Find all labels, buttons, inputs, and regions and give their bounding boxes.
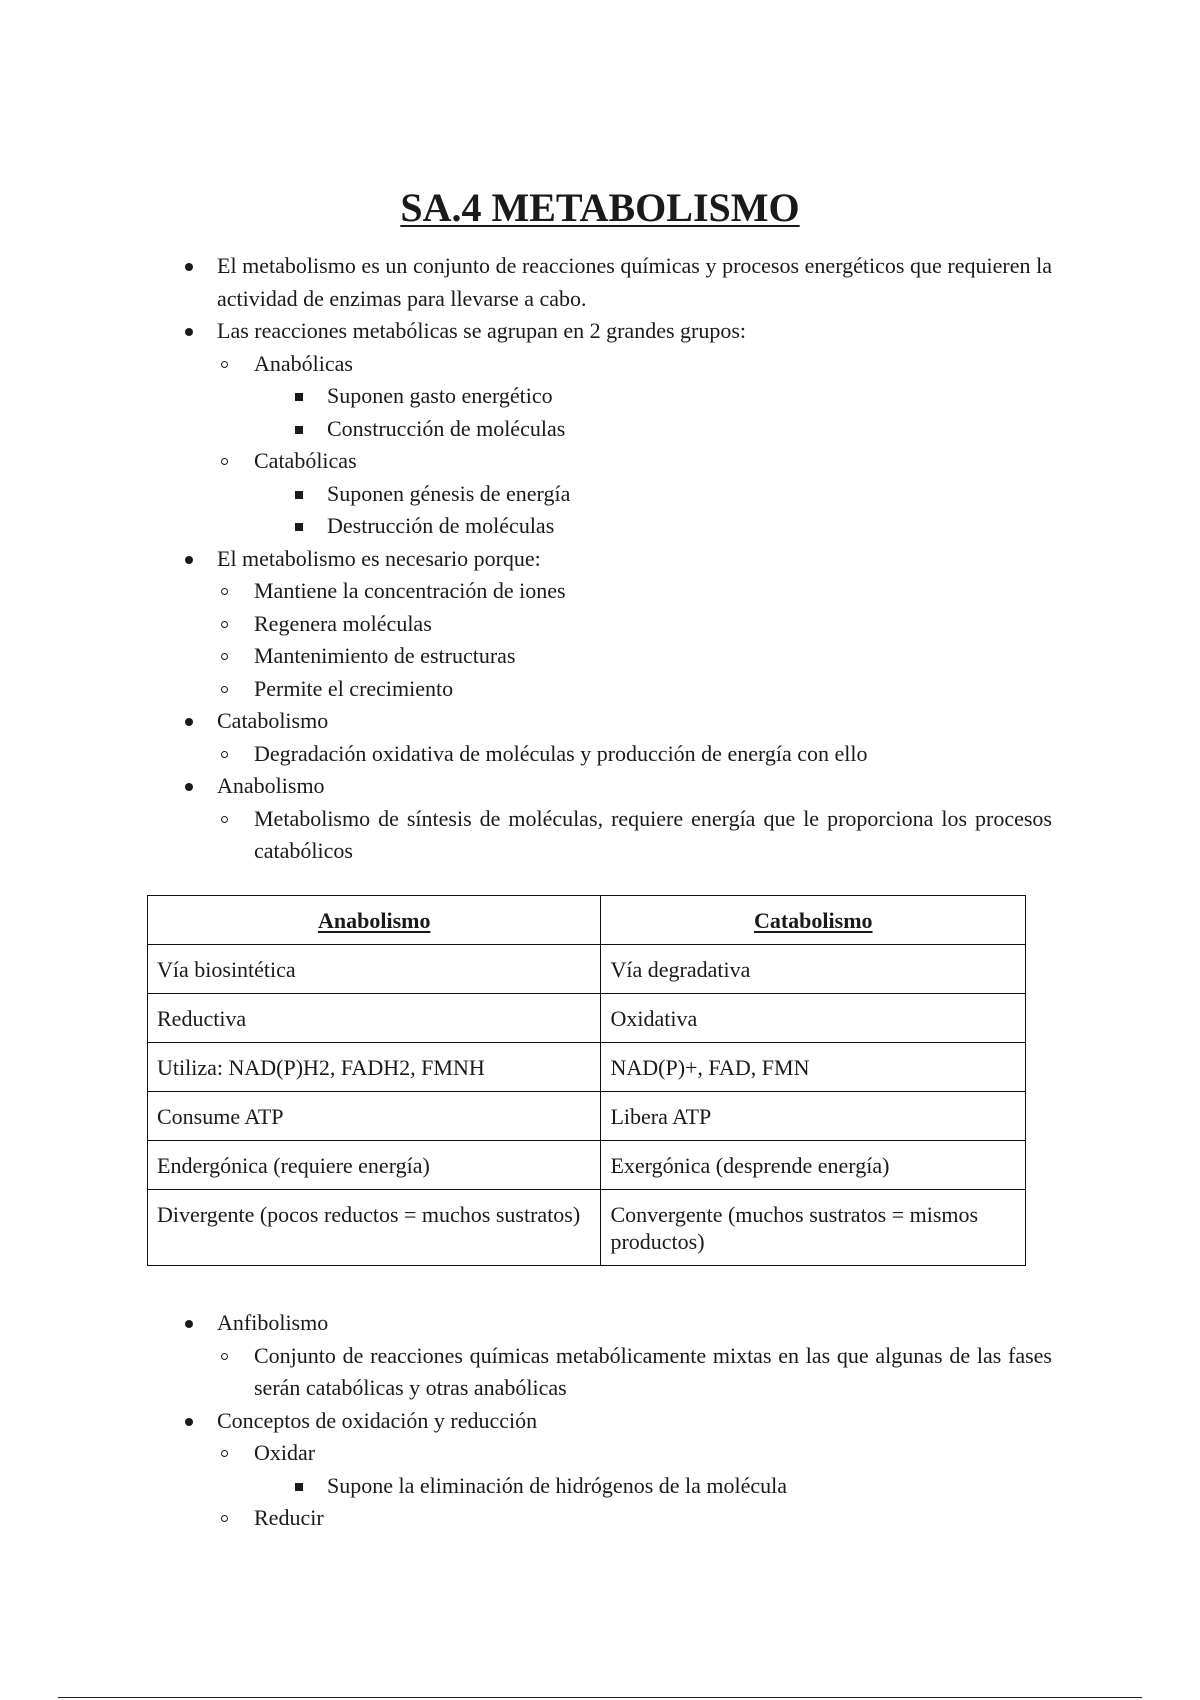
sub-sub-item-text: Suponen gasto energético	[327, 383, 553, 408]
sub-item-text: Anabólicas	[254, 350, 353, 376]
table-cell: Consume ATP	[148, 1092, 601, 1141]
list-item	[180, 770, 1052, 868]
sub-list-item	[144, 640, 1052, 673]
sub-sub-list-item	[144, 380, 1052, 413]
table-cell: Endergónica (requiere energía)	[148, 1141, 601, 1190]
list-item	[180, 1307, 1052, 1405]
sub-item-text: Conjunto de reacciones químicas metabólicamente mixtas en las que algunas de las fases serán catabólicas y otras anabólicas	[254, 1342, 1052, 1400]
sub-list-item	[144, 445, 1052, 543]
sub-list-item	[144, 738, 1052, 771]
bullet-text: Conceptos de oxidación y reducción	[217, 1407, 538, 1433]
sub-item-text: Oxidar	[254, 1440, 316, 1465]
table-row	[148, 994, 1026, 1043]
page-bottom-rule	[58, 1697, 1142, 1698]
sub-list	[217, 1437, 1052, 1535]
table-cell: Utiliza: NAD(P)H2, FADH2, FMNH	[148, 1043, 601, 1092]
list-item	[180, 250, 1052, 315]
bullet-text: El metabolismo es necesario porque:	[217, 545, 541, 571]
sub-list-item	[144, 803, 1052, 868]
sub-item-text: Reducir	[254, 1505, 324, 1530]
column-header-catabolismo: Catabolismo	[601, 896, 1026, 945]
list-item	[180, 1405, 1052, 1535]
table-cell: NAD(P)+, FAD, FMN	[601, 1043, 1026, 1092]
table-cell: Oxidativa	[601, 994, 1026, 1043]
list-item	[180, 705, 1052, 770]
sub-sub-list-item	[144, 510, 1052, 543]
bullet-text: El metabolismo es un conjunto de reacciones químicas y procesos energéticos que requieren la actividad de enzimas para llevarse a cabo.	[217, 253, 1052, 311]
sub-item-text: Metabolismo de síntesis de moléculas, requiere energía que le proporciona los procesos catabólicos	[254, 805, 1052, 863]
sub-list	[217, 575, 1052, 705]
sub-item-text: Degradación oxidativa de moléculas y producción de energía con ello	[254, 740, 868, 766]
main-bullet-list	[180, 250, 1052, 868]
sub-sub-item-text: Construcción de moléculas	[327, 415, 566, 441]
sub-sub-item-text: Suponen génesis de energía	[327, 480, 571, 506]
sub-item-text: Regenera moléculas	[254, 610, 432, 636]
table-header-row	[148, 896, 1026, 945]
table-row	[148, 1092, 1026, 1141]
table-cell: Vía biosintética	[148, 945, 601, 994]
sub-sub-list-item	[144, 478, 1052, 511]
comparison-table	[147, 895, 1026, 1266]
sub-list-item	[144, 1437, 1052, 1502]
bullet-text: Las reacciones metabólicas se agrupan en 2 grandes grupos:	[217, 318, 747, 343]
table-cell: Exergónica (desprende energía)	[601, 1141, 1026, 1190]
sub-sub-item-text: Supone la eliminación de hidrógenos de la molécula	[327, 1472, 788, 1498]
sub-sub-item-text: Destrucción de moléculas	[327, 513, 555, 538]
sub-list-item	[144, 575, 1052, 608]
sub-sub-list	[254, 478, 1052, 543]
table-cell: Libera ATP	[601, 1092, 1026, 1141]
table-cell: Vía degradativa	[601, 945, 1026, 994]
column-header-anabolismo: Anabolismo	[148, 896, 601, 945]
sub-list-item	[144, 348, 1052, 446]
sub-list	[217, 738, 1052, 771]
sub-list-item	[144, 1340, 1052, 1405]
sub-sub-list-item	[144, 413, 1052, 446]
table-row	[148, 1190, 1026, 1266]
sub-list-item	[144, 1502, 1052, 1535]
sub-sub-list-item	[144, 1470, 1052, 1503]
page-title: SA.4 METABOLISMO	[400, 185, 800, 230]
sub-list-item	[144, 673, 1052, 706]
table-cell: Divergente (pocos reductos = muchos sustratos)	[148, 1190, 601, 1266]
sub-item-text: Mantiene la concentración de iones	[254, 578, 566, 603]
list-item	[180, 543, 1052, 706]
table-cell: Reductiva	[148, 994, 601, 1043]
sub-item-text: Mantenimiento de estructuras	[254, 643, 516, 668]
sub-item-text: Catabólicas	[254, 448, 357, 473]
sub-sub-list	[254, 1470, 1052, 1503]
sub-item-text: Permite el crecimiento	[254, 675, 454, 701]
bullet-text: Anabolismo	[217, 773, 325, 798]
bullet-text: Catabolismo	[217, 708, 329, 733]
second-bullet-list	[180, 1307, 1052, 1535]
sub-sub-list	[254, 380, 1052, 445]
sub-list	[217, 803, 1052, 868]
sub-list-item	[144, 608, 1052, 641]
list-item	[180, 315, 1052, 543]
table-row	[148, 945, 1026, 994]
sub-list	[217, 348, 1052, 543]
table-row	[148, 1043, 1026, 1092]
table-row	[148, 1141, 1026, 1190]
sub-list	[217, 1340, 1052, 1405]
bullet-text: Anfibolismo	[217, 1310, 329, 1335]
table-cell: Convergente (muchos sustratos = mismos productos)	[601, 1190, 1026, 1266]
